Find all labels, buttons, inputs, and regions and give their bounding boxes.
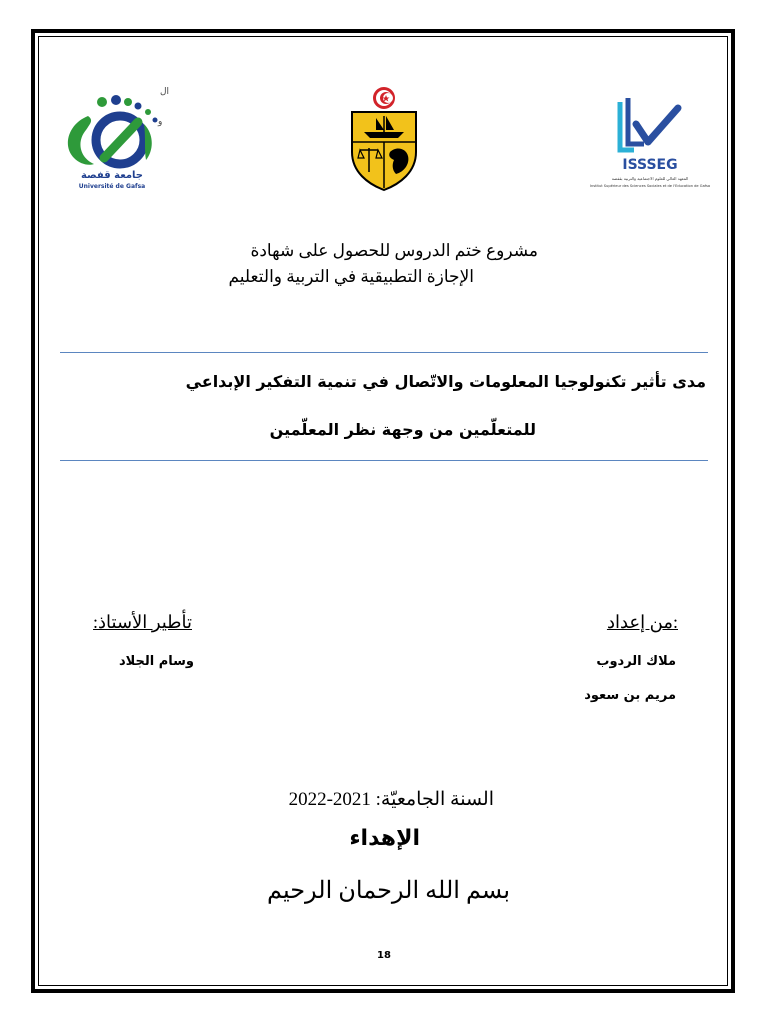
dedication-heading: الإهداء: [349, 826, 420, 851]
student-name-2: مريم بن سعود: [584, 688, 676, 703]
intro-line-1: مشروع ختم الدروس للحصول على شهادة: [250, 241, 538, 260]
page-number: 18: [377, 950, 391, 961]
gafsa-logo-latin-text: Université de Gafsa: [78, 183, 146, 190]
prepared-by-label: :من إعداد: [606, 612, 678, 632]
gafsa-university-logo: [58, 94, 166, 190]
thesis-title-line-1: مدى تأثير تكنولوجيا المعلومات والاتّصال في تنمية التفكير الإبداعي: [185, 372, 706, 391]
basmala: بسم الله الرحمان الرحيم: [267, 878, 510, 904]
isss-caption-fr: Institut Supérieur des Sciences Sociales et de l'Education de Gafsa: [589, 184, 711, 188]
isss-acronym: ISSSEG: [622, 157, 678, 173]
title-rule-top: [60, 352, 708, 353]
supervisor-name: وسام الجلاد: [118, 654, 194, 669]
student-name-1: ملاك الردوب: [596, 654, 676, 669]
corner-fragment-top: ال: [160, 86, 170, 96]
tunisia-coat-of-arms: [346, 86, 422, 192]
corner-fragment-bottom: و: [158, 116, 163, 126]
intro-line-2: الإجازة التطبيقية في التربية والتعليم: [228, 267, 474, 286]
isssegafsa-logo: [589, 94, 711, 202]
academic-year: السنة الجامعيّة: 2021-2022: [288, 789, 494, 810]
supervisor-label: تأطير الأستاذ:: [93, 612, 192, 632]
gafsa-logo-arabic-text: جامعة قفصة: [80, 170, 144, 181]
isss-caption-ar: المعهد العالي للعلوم الاجتماعية والتربية بقفصة: [611, 176, 689, 181]
title-rule-bottom: [60, 460, 708, 461]
thesis-title-line-2: للمتعلّمين من وجهة نظر المعلّمين: [269, 420, 536, 439]
